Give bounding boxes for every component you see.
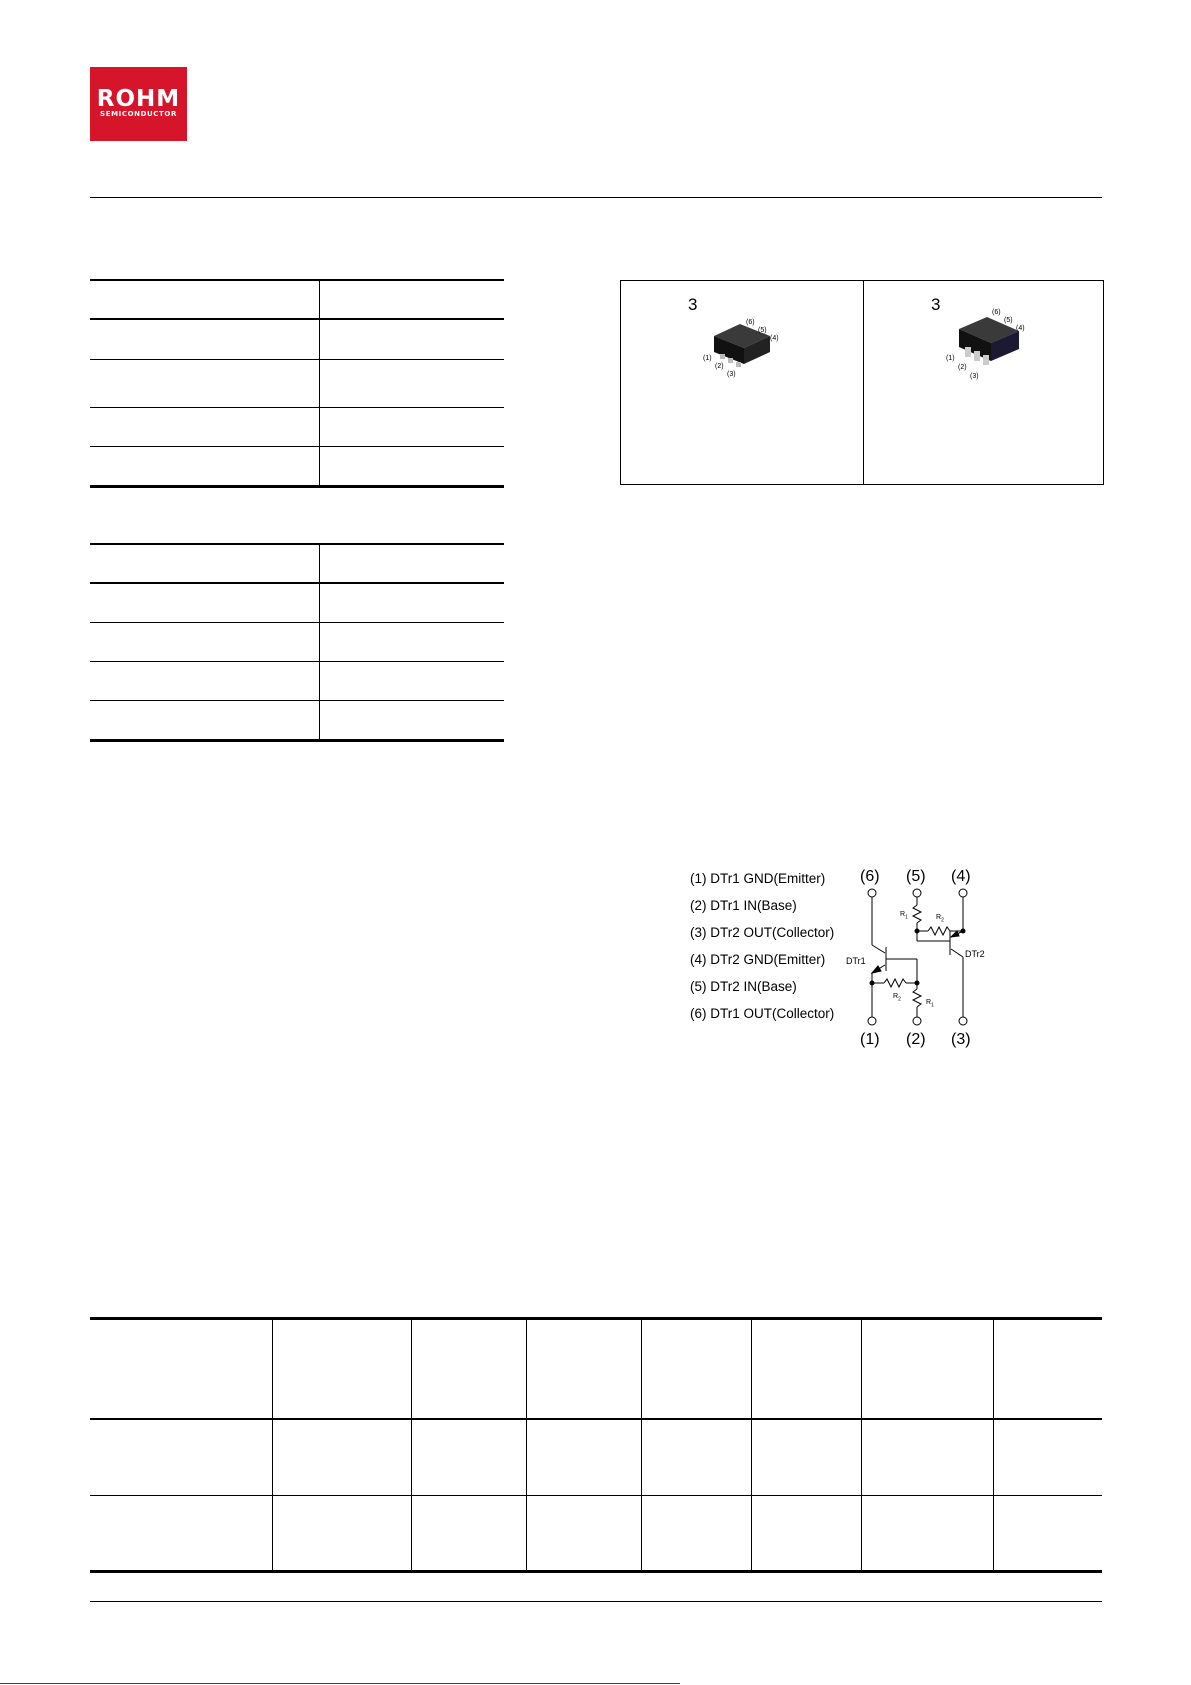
resistor-r1-top-label: $R_1$ [900, 911, 908, 921]
circuit-pin-6: (6) [860, 868, 880, 885]
dtr2-label: DTr2 [965, 949, 985, 959]
dtr1-label: DTr1 [846, 956, 866, 966]
table-row [90, 662, 504, 701]
logo-subtitle: SEMICONDUCTOR [100, 110, 177, 118]
footer-rule [90, 1601, 1102, 1602]
circuit-pin-5: (5) [906, 868, 926, 885]
package-box [620, 280, 1104, 485]
circuit-pin-3: (3) [951, 1031, 971, 1048]
pin-description-5: (5) DTr2 IN(Base) [690, 979, 797, 994]
rohm-logo [90, 67, 187, 141]
table-row [90, 360, 504, 408]
pin-description-1: (1) DTr1 GND(Emitter) [690, 871, 826, 886]
spec-table-1 [90, 279, 504, 488]
header-rule [90, 197, 1102, 198]
table-row [90, 447, 504, 488]
pin-description-2: (2) DTr1 IN(Base) [690, 898, 797, 913]
spec-table-2 [90, 543, 504, 742]
package-2-pin-5: (5) [1004, 317, 1013, 324]
spec-table-2-header [90, 543, 504, 584]
package-1-pin-3: (3) [727, 371, 736, 378]
resistor-r2-top-label: $R_2$ [936, 914, 944, 924]
pin-description-6: (6) DTr1 OUT(Collector) [690, 1006, 835, 1021]
package-1-pin-6: (6) [746, 319, 755, 326]
package-1-pin-5: (5) [758, 327, 767, 334]
package-2-label: 3 [931, 295, 941, 314]
package-2-pin-3: (3) [970, 373, 979, 380]
package-1-image [696, 316, 786, 381]
circuit-pin-4: (4) [951, 868, 971, 885]
package-2-pin-4: (4) [1016, 325, 1025, 332]
circuit-pin-2: (2) [906, 1031, 926, 1048]
package-1-pin-4: (4) [770, 335, 779, 342]
package-2-pin-6: (6) [992, 309, 1001, 316]
package-2-pin-2: (2) [958, 364, 967, 371]
resistor-r1-bottom-label: $R_1$ [926, 999, 934, 1009]
resistor-r2-bottom-label: $R_2$ [893, 993, 901, 1003]
table-row [90, 408, 504, 447]
package-1-pin-1: (1) [703, 355, 712, 362]
package-1-label: 3 [688, 295, 698, 314]
order-table [90, 1317, 1102, 1573]
table-row [90, 623, 504, 662]
spec-table-1-header [90, 279, 504, 320]
circuit-pin-1: (1) [860, 1031, 880, 1048]
table-row [90, 701, 504, 742]
table-row [90, 320, 504, 360]
package-2-pin-1: (1) [946, 355, 955, 362]
pin-description-3: (3) DTr2 OUT(Collector) [690, 925, 835, 940]
package-1-pin-2: (2) [715, 363, 724, 370]
page-bottom-rule [0, 1683, 680, 1684]
logo-brand: ROHM [96, 86, 181, 112]
package-2-image [939, 309, 1034, 379]
pin-description-4: (4) DTr2 GND(Emitter) [690, 952, 826, 967]
table-row [90, 584, 504, 623]
